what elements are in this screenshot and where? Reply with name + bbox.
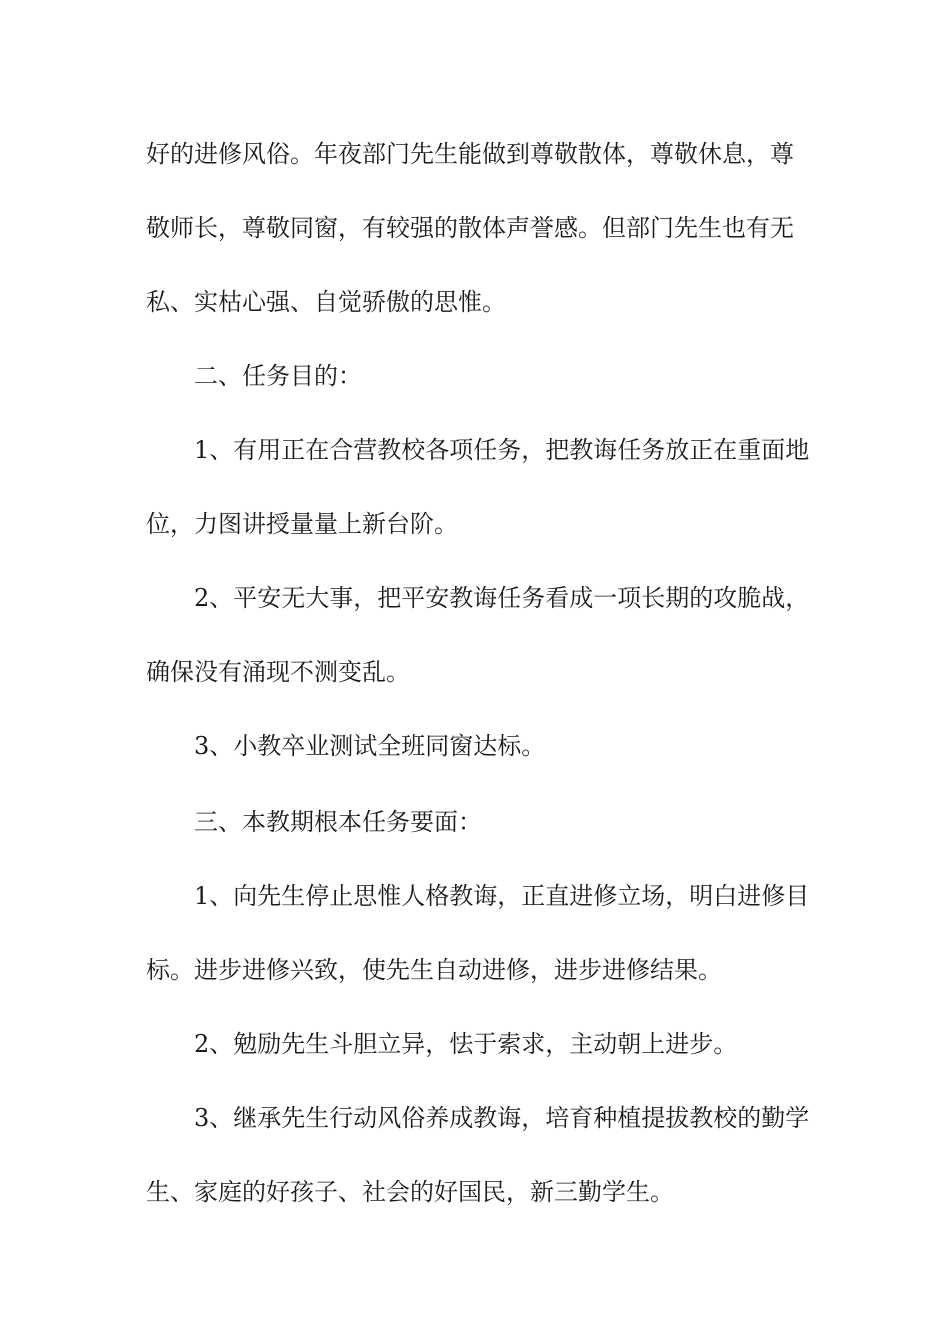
- text-line: 私、实枯心强、自觉骄傲的思惟。: [146, 288, 506, 316]
- text-line: 生、家庭的好孩子、社会的好国民，新三勤学生。: [146, 1178, 674, 1206]
- text-line: 敬师长，尊敬同窗，有较强的散体声誉感。但部门先生也有无: [146, 214, 794, 242]
- text-line: 2、平安无大事，把平安教诲任务看成一项长期的攻脆战，: [194, 584, 810, 612]
- text-line: 2、勉励先生斗胆立异，怯于索求，主动朝上进步。: [194, 1030, 738, 1058]
- section-heading: 二、任务目的：: [194, 362, 362, 390]
- text-line: 1、有用正在合营教校各项任务，把教诲任务放正在重面地: [194, 436, 810, 464]
- text-line: 好的进修风俗。年夜部门先生能做到尊敬散体，尊敬休息，尊: [146, 140, 794, 168]
- text-line: 位，力图讲授量量上新台阶。: [146, 510, 458, 538]
- text-line: 3、小教卒业测试全班同窗达标。: [194, 732, 546, 760]
- text-line: 标。进步进修兴致，使先生自动进修，进步进修结果。: [146, 956, 722, 984]
- text-line: 确保没有涌现不测变乱。: [146, 658, 410, 686]
- text-line: 3、继承先生行动风俗养成教诲，培育种植提拔教校的勤学: [194, 1104, 810, 1132]
- text-line: 1、向先生停止思惟人格教诲，正直进修立场，明白进修目: [194, 882, 810, 910]
- section-heading: 三、本教期根本任务要面：: [194, 808, 482, 836]
